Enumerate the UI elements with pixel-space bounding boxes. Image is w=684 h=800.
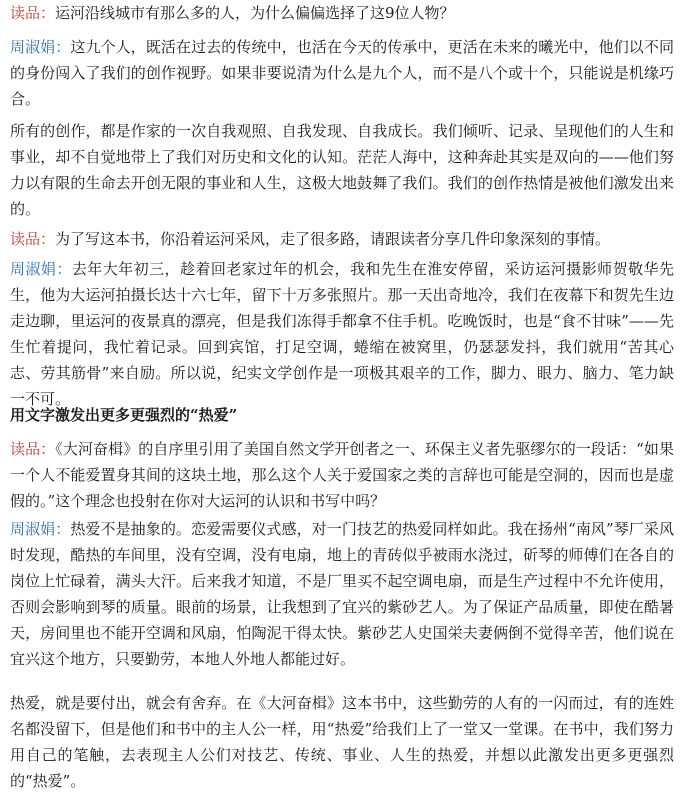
speaker-label-reader: 读品：	[10, 230, 56, 248]
paragraph-text: 热爱，就是要付出，就会有舍弃。在《大河奋楫》这本书中，这些勤劳的人有的一闪而过，有的连姓名都没留下，但是他们和书中的主人公一样，用“热爱”给我们上了一堂又一堂课。在书中，我们努力用自己的笔触，去表现主人公们对技艺、传统、事业、人生的热爱，并想以此激发出更多更强烈的“热爱”。	[10, 694, 674, 790]
speaker-label-zhou: 周淑娟：	[10, 38, 71, 56]
paragraph-3	[10, 118, 674, 222]
speaker-label-zhou: 周淑娟：	[10, 520, 71, 538]
paragraph-text: 所有的创作，都是作家的一次自我观照、自我发现、自我成长。我们倾听、记录、呈现他们的人生和事业，却不自觉地带上了我们对历史和文化的认知。茫茫人海中，这种奔赴其实是双向的——他们努力以有限的生命去开创无限的事业和人生，这极大地鼓舞了我们。我们的创作热情是被他们激发出来的。	[10, 122, 674, 218]
paragraph-text: 运河沿线城市有那么多的人，为什么偏偏选择了这9位人物？	[55, 4, 455, 22]
paragraph-text: 《大河奋楫》的自序里引用了美国自然文学开创者之一、环保主义者先驱缪尔的一段话：“如果一个人不能爱置身其间的这块土地，那么这个人关于爱国家之类的言辞也可能是空洞的，因而也是虚假的。”这个理念也投射在你对大运河的认识和书写中吗？	[10, 440, 674, 510]
paragraph-text: 热爱不是抽象的。恋爱需要仪式感，对一门技艺的热爱同样如此。我在扬州“南风”琴厂采风时发现，酷热的车间里，没有空调，没有电扇，地上的青砖似乎被雨水浇过，斫琴的师傅们在各自的岗位上忙碌着，满头大汗。后来我才知道，不是厂里买不起空调电扇，而是生产过程中不允许使用，否则会影响到琴的质量。眼前的场景，让我想到了宜兴的紫砂艺人。为了保证产品质量，即使在酷暑天，房间里也不能开空调和风扇，怕陶泥干得太快。紫砂艺人史国栄夫妻俩倒不觉得辛苦，他们说在宜兴这个地方，只要勤劳，本地人外地人都能过好。	[10, 520, 674, 668]
paragraph-7	[10, 516, 674, 672]
paragraph-6	[10, 436, 674, 514]
speaker-label-reader: 读品：	[10, 4, 56, 22]
paragraph-5	[10, 256, 674, 412]
paragraph-4	[10, 226, 674, 252]
paragraph-8	[10, 690, 674, 794]
section-heading	[10, 402, 674, 428]
speaker-label-zhou: 周淑娟：	[10, 260, 72, 278]
section-heading-text: 用文字激发出更多更强烈的“热爱”	[10, 406, 238, 424]
paragraph-text: 去年大年初三，趁着回老家过年的机会，我和先生在淮安停留，采访运河摄影师贺敬华先生，他为大运河拍摄长达十六七年，留下十万多张照片。那一天出奇地冷，我们在夜幕下和贺先生边走边聊，里运河的夜景真的漂亮，但是我们冻得手都拿不住手机。吃晚饭时，也是“食不甘味”——先生忙着提问，我忙着记录。回到宾馆，打足空调，蜷缩在被窝里，仍瑟瑟发抖，我们就用“苦其心志、劳其筋骨”来自励。所以说，纪实文学创作是一项极其艰辛的工作，脚力、眼力、脑力、笔力缺一不可。	[10, 260, 674, 408]
paragraph-text: 为了写这本书，你沿着运河采风，走了很多路，请跟读者分享几件印象深刻的事情。	[55, 230, 611, 248]
paragraph-text: 这九个人，既活在过去的传统中，也活在今天的传承中，更活在未来的曦光中，他们以不同的身份闯入了我们的创作视野。如果非要说清为什么是九个人，而不是八个或十个，只能说是机缘巧合。	[10, 38, 674, 108]
speaker-label-reader: 读品：	[10, 440, 56, 458]
paragraph-2	[10, 34, 674, 112]
paragraph-1	[10, 0, 674, 26]
